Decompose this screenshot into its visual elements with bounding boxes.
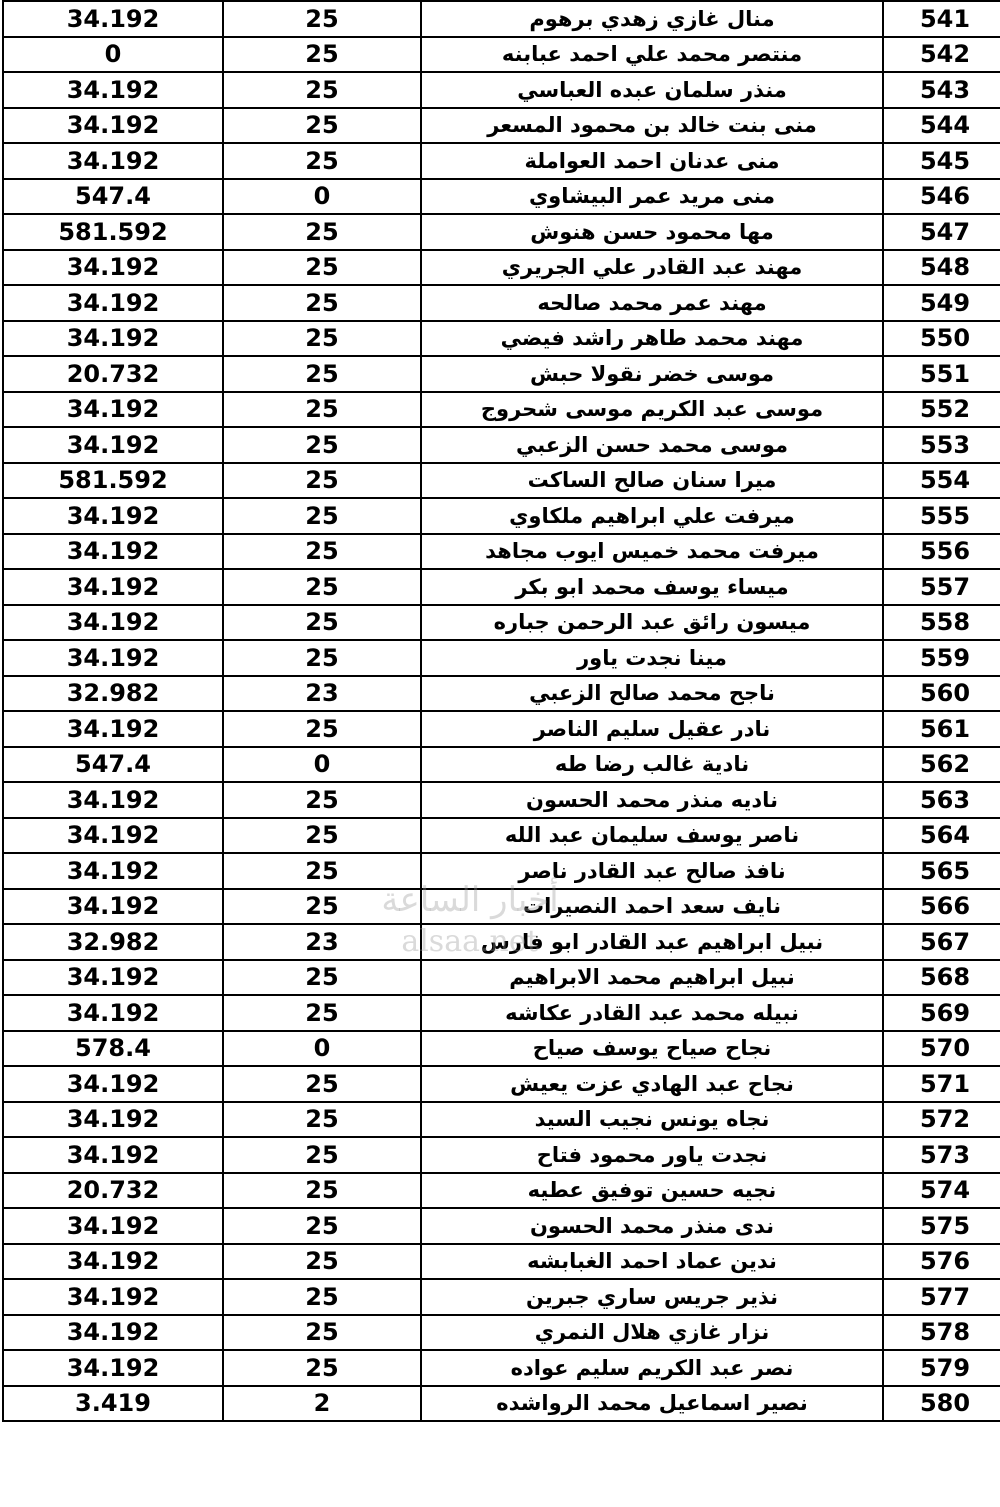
serial-number-cell: 542 <box>883 37 1000 73</box>
name-cell: ناصر يوسف سليمان عبد الله <box>421 818 883 854</box>
name-cell: نايف سعد احمد النصيرات <box>421 889 883 925</box>
name-cell: نجاه يونس نجيب السيد <box>421 1102 883 1138</box>
name-cell: نادر عقيل سليم الناصر <box>421 711 883 747</box>
name-cell: ميرفت محمد خميس ايوب مجاهد <box>421 534 883 570</box>
days-cell: 25 <box>223 818 421 854</box>
table-row <box>3 392 1000 428</box>
days-cell: 25 <box>223 250 421 286</box>
serial-number-cell: 554 <box>883 463 1000 499</box>
days-cell: 25 <box>223 1244 421 1280</box>
table-row <box>3 1279 1000 1315</box>
table-row <box>3 108 1000 144</box>
days-cell: 25 <box>223 463 421 499</box>
amount-cell: 34.192 <box>3 1208 223 1244</box>
table-row <box>3 995 1000 1031</box>
name-cell: منتصر محمد علي احمد عبابنه <box>421 37 883 73</box>
name-cell: مهند عبد القادر علي الجريري <box>421 250 883 286</box>
serial-number-cell: 578 <box>883 1315 1000 1351</box>
amount-cell: 34.192 <box>3 818 223 854</box>
table-row <box>3 605 1000 641</box>
name-cell: ميساء يوسف محمد ابو بكر <box>421 569 883 605</box>
serial-number-cell: 569 <box>883 995 1000 1031</box>
table-row <box>3 250 1000 286</box>
table-row <box>3 711 1000 747</box>
table-row <box>3 889 1000 925</box>
days-cell: 25 <box>223 995 421 1031</box>
table-row <box>3 1315 1000 1351</box>
amount-cell: 34.192 <box>3 1279 223 1315</box>
serial-number-cell: 570 <box>883 1031 1000 1067</box>
table-row <box>3 1 1000 37</box>
name-cell: نبيل ابراهيم محمد الابراهيم <box>421 960 883 996</box>
name-cell: نزار غازي هلال النمري <box>421 1315 883 1351</box>
name-cell: نجاح عبد الهادي عزت يعيش <box>421 1066 883 1102</box>
table-row <box>3 37 1000 73</box>
days-cell: 25 <box>223 569 421 605</box>
days-cell: 25 <box>223 392 421 428</box>
serial-number-cell: 568 <box>883 960 1000 996</box>
table-row <box>3 960 1000 996</box>
serial-number-cell: 550 <box>883 321 1000 357</box>
table-row <box>3 1208 1000 1244</box>
name-cell: ندين عماد احمد الغبابشه <box>421 1244 883 1280</box>
serial-number-cell: 572 <box>883 1102 1000 1138</box>
days-cell: 25 <box>223 37 421 73</box>
amount-cell: 34.192 <box>3 72 223 108</box>
serial-number-cell: 541 <box>883 1 1000 37</box>
name-cell: نبيله محمد عبد القادر عكاشه <box>421 995 883 1031</box>
amount-cell: 34.192 <box>3 1 223 37</box>
amount-cell: 34.192 <box>3 1102 223 1138</box>
watermark-latin: alsaa.net <box>401 924 539 959</box>
days-cell: 25 <box>223 1173 421 1209</box>
amount-cell: 34.192 <box>3 1066 223 1102</box>
amount-cell: 547.4 <box>3 179 223 215</box>
watermark-arabic: أخبار الساعة <box>381 880 559 920</box>
table-row <box>3 640 1000 676</box>
table-row <box>3 285 1000 321</box>
amount-cell: 34.192 <box>3 640 223 676</box>
table-row <box>3 143 1000 179</box>
name-cell: نبيل ابراهيم عبد القادر ابو فارس <box>421 924 883 960</box>
name-cell: ناديه منذر محمد الحسون <box>421 782 883 818</box>
serial-number-cell: 560 <box>883 676 1000 712</box>
serial-number-cell: 548 <box>883 250 1000 286</box>
amount-cell: 34.192 <box>3 108 223 144</box>
days-cell: 25 <box>223 1137 421 1173</box>
name-cell: نجيه حسين توفيق عطيه <box>421 1173 883 1209</box>
name-cell: منذر سلمان عبده العباسي <box>421 72 883 108</box>
name-cell: نادية غالب رضا طه <box>421 747 883 783</box>
name-cell: مها محمود حسن هنوش <box>421 214 883 250</box>
table-row <box>3 1102 1000 1138</box>
amount-cell: 34.192 <box>3 285 223 321</box>
table-row <box>3 676 1000 712</box>
amount-cell: 578.4 <box>3 1031 223 1067</box>
days-cell: 23 <box>223 676 421 712</box>
serial-number-cell: 561 <box>883 711 1000 747</box>
table-row <box>3 72 1000 108</box>
records-table-body <box>3 1 1000 1421</box>
amount-cell: 34.192 <box>3 392 223 428</box>
days-cell: 25 <box>223 1350 421 1386</box>
serial-number-cell: 580 <box>883 1386 1000 1422</box>
amount-cell: 0 <box>3 37 223 73</box>
name-cell: نصير اسماعيل محمد الرواشده <box>421 1386 883 1422</box>
amount-cell: 34.192 <box>3 250 223 286</box>
days-cell: 25 <box>223 72 421 108</box>
name-cell: موسى محمد حسن الزعبي <box>421 427 883 463</box>
serial-number-cell: 567 <box>883 924 1000 960</box>
serial-number-cell: 558 <box>883 605 1000 641</box>
days-cell: 25 <box>223 356 421 392</box>
serial-number-cell: 557 <box>883 569 1000 605</box>
amount-cell: 34.192 <box>3 1244 223 1280</box>
days-cell: 25 <box>223 782 421 818</box>
name-cell: منى مريد عمر البيشاوي <box>421 179 883 215</box>
table-row <box>3 427 1000 463</box>
name-cell: موسى عبد الكريم موسى شحروج <box>421 392 883 428</box>
serial-number-cell: 571 <box>883 1066 1000 1102</box>
table-row <box>3 853 1000 889</box>
days-cell: 2 <box>223 1386 421 1422</box>
name-cell: نجدت ياور محمود فتاح <box>421 1137 883 1173</box>
days-cell: 25 <box>223 534 421 570</box>
table-row <box>3 1386 1000 1422</box>
days-cell: 25 <box>223 853 421 889</box>
amount-cell: 32.982 <box>3 676 223 712</box>
amount-cell: 34.192 <box>3 995 223 1031</box>
name-cell: ميسون رائق عبد الرحمن جباره <box>421 605 883 641</box>
serial-number-cell: 577 <box>883 1279 1000 1315</box>
table-row <box>3 1244 1000 1280</box>
serial-number-cell: 575 <box>883 1208 1000 1244</box>
serial-number-cell: 556 <box>883 534 1000 570</box>
days-cell: 25 <box>223 1066 421 1102</box>
days-cell: 25 <box>223 640 421 676</box>
serial-number-cell: 552 <box>883 392 1000 428</box>
days-cell: 25 <box>223 1315 421 1351</box>
serial-number-cell: 546 <box>883 179 1000 215</box>
days-cell: 0 <box>223 1031 421 1067</box>
data-sheet <box>2 0 998 1422</box>
table-row <box>3 818 1000 854</box>
name-cell: مهند عمر محمد صالحه <box>421 285 883 321</box>
table-row <box>3 214 1000 250</box>
table-row <box>3 1031 1000 1067</box>
days-cell: 0 <box>223 179 421 215</box>
records-table <box>2 0 1000 1422</box>
serial-number-cell: 564 <box>883 818 1000 854</box>
days-cell: 25 <box>223 1102 421 1138</box>
amount-cell: 34.192 <box>3 569 223 605</box>
serial-number-cell: 566 <box>883 889 1000 925</box>
amount-cell: 34.192 <box>3 960 223 996</box>
serial-number-cell: 555 <box>883 498 1000 534</box>
amount-cell: 34.192 <box>3 889 223 925</box>
amount-cell: 34.192 <box>3 711 223 747</box>
days-cell: 25 <box>223 285 421 321</box>
days-cell: 25 <box>223 605 421 641</box>
amount-cell: 32.982 <box>3 924 223 960</box>
name-cell: نجاح صياح يوسف صياح <box>421 1031 883 1067</box>
serial-number-cell: 543 <box>883 72 1000 108</box>
days-cell: 25 <box>223 1208 421 1244</box>
table-row <box>3 1350 1000 1386</box>
table-row <box>3 463 1000 499</box>
name-cell: منى عدنان احمد العواملة <box>421 143 883 179</box>
table-row <box>3 924 1000 960</box>
serial-number-cell: 579 <box>883 1350 1000 1386</box>
serial-number-cell: 576 <box>883 1244 1000 1280</box>
amount-cell: 34.192 <box>3 534 223 570</box>
days-cell: 25 <box>223 498 421 534</box>
amount-cell: 581.592 <box>3 214 223 250</box>
serial-number-cell: 551 <box>883 356 1000 392</box>
table-row <box>3 1137 1000 1173</box>
name-cell: مهند محمد طاهر راشد فيضي <box>421 321 883 357</box>
days-cell: 25 <box>223 960 421 996</box>
days-cell: 0 <box>223 747 421 783</box>
amount-cell: 20.732 <box>3 356 223 392</box>
days-cell: 25 <box>223 321 421 357</box>
days-cell: 25 <box>223 214 421 250</box>
days-cell: 25 <box>223 1 421 37</box>
name-cell: نصر عبد الكريم سليم عواده <box>421 1350 883 1386</box>
amount-cell: 34.192 <box>3 143 223 179</box>
serial-number-cell: 565 <box>883 853 1000 889</box>
days-cell: 25 <box>223 889 421 925</box>
serial-number-cell: 559 <box>883 640 1000 676</box>
name-cell: ندى منذر محمد الحسون <box>421 1208 883 1244</box>
days-cell: 25 <box>223 711 421 747</box>
serial-number-cell: 553 <box>883 427 1000 463</box>
name-cell: موسى خضر نقولا حبش <box>421 356 883 392</box>
name-cell: ناجح محمد صالح الزعبي <box>421 676 883 712</box>
amount-cell: 34.192 <box>3 427 223 463</box>
amount-cell: 34.192 <box>3 605 223 641</box>
name-cell: مينا نجدت ياور <box>421 640 883 676</box>
amount-cell: 34.192 <box>3 1350 223 1386</box>
amount-cell: 3.419 <box>3 1386 223 1422</box>
days-cell: 23 <box>223 924 421 960</box>
serial-number-cell: 547 <box>883 214 1000 250</box>
name-cell: منى بنت خالد بن محمود المسعر <box>421 108 883 144</box>
amount-cell: 34.192 <box>3 782 223 818</box>
serial-number-cell: 545 <box>883 143 1000 179</box>
table-row <box>3 179 1000 215</box>
serial-number-cell: 574 <box>883 1173 1000 1209</box>
amount-cell: 34.192 <box>3 1315 223 1351</box>
amount-cell: 34.192 <box>3 498 223 534</box>
table-row <box>3 534 1000 570</box>
table-row <box>3 747 1000 783</box>
amount-cell: 34.192 <box>3 853 223 889</box>
amount-cell: 34.192 <box>3 1137 223 1173</box>
name-cell: نافذ صالح عبد القادر ناصر <box>421 853 883 889</box>
name-cell: ميرا سنان صالح الساكت <box>421 463 883 499</box>
serial-number-cell: 563 <box>883 782 1000 818</box>
serial-number-cell: 549 <box>883 285 1000 321</box>
amount-cell: 581.592 <box>3 463 223 499</box>
table-row <box>3 569 1000 605</box>
table-row <box>3 321 1000 357</box>
table-row <box>3 356 1000 392</box>
table-row <box>3 1173 1000 1209</box>
amount-cell: 34.192 <box>3 321 223 357</box>
amount-cell: 547.4 <box>3 747 223 783</box>
amount-cell: 20.732 <box>3 1173 223 1209</box>
serial-number-cell: 573 <box>883 1137 1000 1173</box>
serial-number-cell: 544 <box>883 108 1000 144</box>
days-cell: 25 <box>223 108 421 144</box>
name-cell: نذير جريس ساري جبرين <box>421 1279 883 1315</box>
name-cell: ميرفت علي ابراهيم ملكاوي <box>421 498 883 534</box>
days-cell: 25 <box>223 1279 421 1315</box>
name-cell: منال غازي زهدي برهوم <box>421 1 883 37</box>
table-row <box>3 498 1000 534</box>
table-row <box>3 782 1000 818</box>
table-row <box>3 1066 1000 1102</box>
serial-number-cell: 562 <box>883 747 1000 783</box>
days-cell: 25 <box>223 427 421 463</box>
days-cell: 25 <box>223 143 421 179</box>
